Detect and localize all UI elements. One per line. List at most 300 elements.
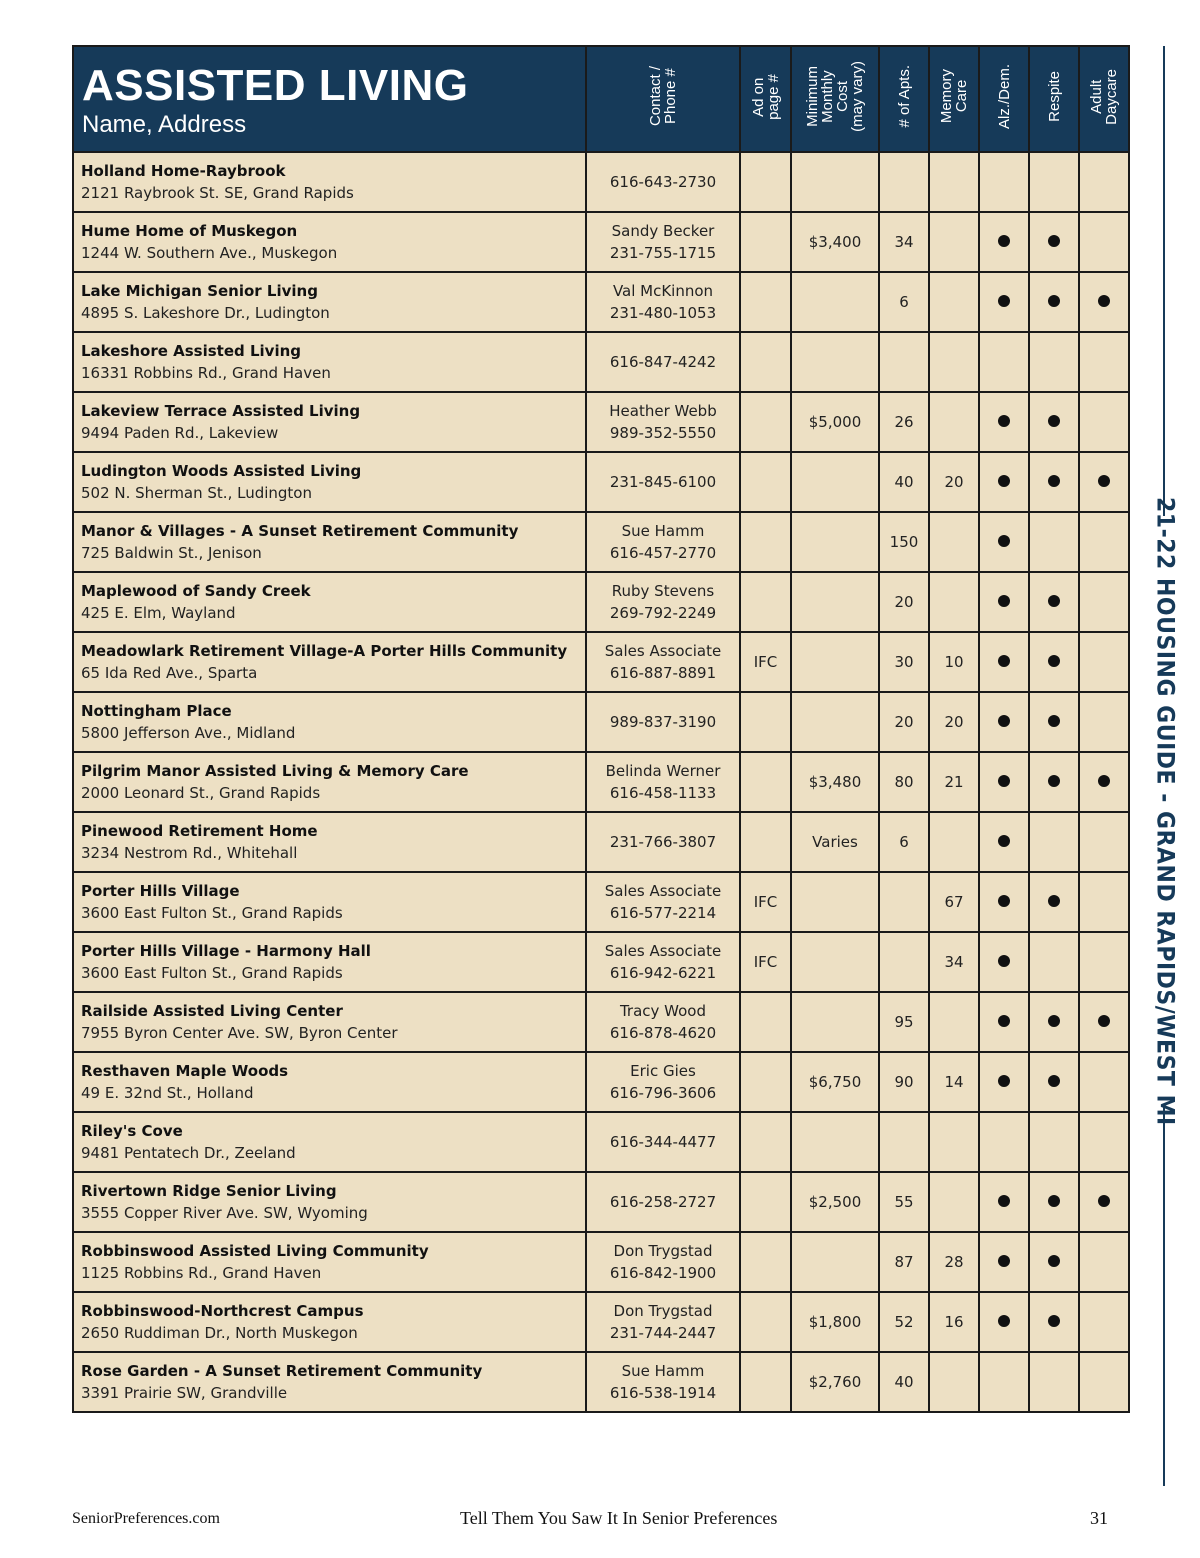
contact-cell (586, 1232, 740, 1292)
contact-name: Sales Associate (604, 882, 722, 900)
service-dot-icon (1048, 415, 1060, 427)
facility-name: Robbinswood Assisted Living Community (81, 1242, 429, 1260)
service-dot-icon (1048, 295, 1060, 307)
contact-cell (586, 512, 740, 572)
monthly-cost-cell (791, 332, 879, 392)
adult-daycare-cell (1079, 692, 1129, 752)
name-address-cell (73, 1112, 586, 1172)
adult-daycare-cell (1079, 1232, 1129, 1292)
column-header-ad-label: Ad on page # (749, 73, 782, 120)
service-dot-icon (998, 1015, 1010, 1027)
contact-phone: 269-792-2249 (609, 604, 717, 622)
table-row (73, 1292, 1129, 1352)
alz-dem-cell (979, 152, 1029, 212)
contact-phone: 231-766-3807 (609, 833, 717, 851)
facility-address: 3600 East Fulton St., Grand Rapids (81, 964, 343, 982)
facility-address: 2650 Ruddiman Dr., North Muskegon (81, 1324, 358, 1342)
alz-dem-cell (979, 992, 1029, 1052)
service-dot-icon (998, 955, 1010, 967)
name-address-cell (73, 1172, 586, 1232)
memory-care-cell (929, 992, 979, 1052)
monthly-cost-cell (791, 1232, 879, 1292)
contact-name: Sue Hamm (621, 1362, 705, 1380)
contact-phone: 616-538-1914 (609, 1384, 717, 1402)
service-dot-icon (998, 535, 1010, 547)
contact-name: Don Trygstad (613, 1302, 713, 1320)
monthly-cost-cell (791, 152, 879, 212)
table-row (73, 932, 1129, 992)
contact-cell (586, 452, 740, 512)
facility-address: 7955 Byron Center Ave. SW, Byron Center (81, 1024, 398, 1042)
table-row (73, 212, 1129, 272)
facility-name: Hume Home of Muskegon (81, 222, 298, 240)
table-row (73, 752, 1129, 812)
contact-cell (586, 752, 740, 812)
memory-care-cell: 20 (929, 452, 979, 512)
apartments-cell: 6 (879, 272, 929, 332)
facility-address: 49 E. 32nd St., Holland (81, 1084, 254, 1102)
respite-cell (1029, 1052, 1079, 1112)
table-row (73, 512, 1129, 572)
contact-name: Val McKinnon (612, 282, 714, 300)
facility-name: Ludington Woods Assisted Living (81, 462, 362, 480)
memory-care-cell: 67 (929, 872, 979, 932)
memory-care-cell (929, 1352, 979, 1412)
table-row (73, 152, 1129, 212)
apartments-cell: 34 (879, 212, 929, 272)
monthly-cost-cell (791, 572, 879, 632)
ad-page-cell (740, 1112, 791, 1172)
ad-page-cell (740, 1172, 791, 1232)
apartments-cell: 90 (879, 1052, 929, 1112)
alz-dem-cell (979, 512, 1029, 572)
contact-phone: 989-352-5550 (609, 424, 717, 442)
respite-cell (1029, 272, 1079, 332)
contact-phone: 989-837-3190 (609, 713, 717, 731)
ad-page-cell (740, 1292, 791, 1352)
facility-address: 725 Baldwin St., Jenison (81, 544, 262, 562)
contact-phone: 231-755-1715 (609, 244, 717, 262)
apartments-cell (879, 332, 929, 392)
facility-name: Lakeview Terrace Assisted Living (81, 402, 361, 420)
column-header-apts (879, 46, 929, 152)
alz-dem-cell (979, 1352, 1029, 1412)
ad-page-cell (740, 572, 791, 632)
contact-cell (586, 332, 740, 392)
memory-care-cell: 20 (929, 692, 979, 752)
column-header-memory-label: Memory Care (938, 69, 970, 124)
contact-cell (586, 1352, 740, 1412)
alz-dem-cell (979, 332, 1029, 392)
service-dot-icon (998, 595, 1010, 607)
contact-phone: 616-643-2730 (609, 173, 717, 191)
facility-address: 4895 S. Lakeshore Dr., Ludington (81, 304, 330, 322)
respite-cell (1029, 1232, 1079, 1292)
memory-care-cell (929, 812, 979, 872)
alz-dem-cell (979, 632, 1029, 692)
facility-name: Lake Michigan Senior Living (81, 282, 318, 300)
respite-cell (1029, 572, 1079, 632)
column-header-cost-label: Minimum Monthly Cost (may vary) (804, 61, 866, 132)
contact-name: Sue Hamm (621, 522, 705, 540)
name-address-cell (73, 212, 586, 272)
ad-page-cell (740, 812, 791, 872)
contact-phone: 616-458-1133 (609, 784, 717, 802)
facility-address: 3234 Nestrom Rd., Whitehall (81, 844, 298, 862)
table-row (73, 992, 1129, 1052)
facility-name: Porter Hills Village - Harmony Hall (81, 942, 371, 960)
contact-name: Belinda Werner (605, 762, 721, 780)
apartments-cell: 30 (879, 632, 929, 692)
monthly-cost-cell (791, 992, 879, 1052)
facility-address: 3555 Copper River Ave. SW, Wyoming (81, 1204, 368, 1222)
table-row (73, 1052, 1129, 1112)
table-row (73, 572, 1129, 632)
service-dot-icon (998, 715, 1010, 727)
column-header-apts-label: # of Apts. (895, 65, 913, 128)
respite-cell (1029, 332, 1079, 392)
contact-cell (586, 212, 740, 272)
column-header-memory (929, 46, 979, 152)
monthly-cost-cell: $2,760 (791, 1352, 879, 1412)
apartments-cell: 150 (879, 512, 929, 572)
housing-guide-label: 21-22 HOUSING GUIDE - GRAND RAPIDS/WEST MI (1150, 496, 1178, 1126)
ad-page-cell (740, 1052, 791, 1112)
facility-name: Rose Garden - A Sunset Retirement Community (81, 1362, 483, 1380)
table-row (73, 392, 1129, 452)
name-address-cell (73, 692, 586, 752)
service-dot-icon (998, 1315, 1010, 1327)
name-address-cell (73, 992, 586, 1052)
respite-cell (1029, 1292, 1079, 1352)
contact-cell (586, 932, 740, 992)
respite-cell (1029, 212, 1079, 272)
service-dot-icon (998, 295, 1010, 307)
respite-cell (1029, 452, 1079, 512)
contact-cell (586, 992, 740, 1052)
respite-cell (1029, 392, 1079, 452)
service-dot-icon (1048, 895, 1060, 907)
name-address-cell (73, 392, 586, 452)
apartments-cell: 52 (879, 1292, 929, 1352)
monthly-cost-cell: Varies (791, 812, 879, 872)
apartments-cell (879, 872, 929, 932)
respite-cell (1029, 1352, 1079, 1412)
contact-phone: 616-887-8891 (609, 664, 717, 682)
ad-page-cell (740, 452, 791, 512)
facility-name: Holland Home-Raybrook (81, 162, 286, 180)
ad-page-cell: IFC (740, 932, 791, 992)
table-row (73, 272, 1129, 332)
alz-dem-cell (979, 452, 1029, 512)
facility-name: Resthaven Maple Woods (81, 1062, 289, 1080)
adult-daycare-cell (1079, 1292, 1129, 1352)
adult-daycare-cell (1079, 632, 1129, 692)
facility-name: Nottingham Place (81, 702, 232, 720)
facility-address: 16331 Robbins Rd., Grand Haven (81, 364, 331, 382)
service-dot-icon (998, 895, 1010, 907)
table-row (73, 632, 1129, 692)
memory-care-cell (929, 572, 979, 632)
service-dot-icon (1098, 775, 1110, 787)
alz-dem-cell (979, 1172, 1029, 1232)
contact-name: Don Trygstad (613, 1242, 713, 1260)
alz-dem-cell (979, 1112, 1029, 1172)
service-dot-icon (1048, 595, 1060, 607)
facility-address: 2000 Leonard St., Grand Rapids (81, 784, 321, 802)
service-dot-icon (1048, 715, 1060, 727)
contact-name: Eric Gies (630, 1062, 696, 1080)
service-dot-icon (1098, 1195, 1110, 1207)
alz-dem-cell (979, 752, 1029, 812)
service-dot-icon (1098, 475, 1110, 487)
apartments-cell: 87 (879, 1232, 929, 1292)
monthly-cost-cell: $3,480 (791, 752, 879, 812)
contact-phone: 616-344-4477 (609, 1133, 717, 1151)
name-address-cell (73, 332, 586, 392)
facility-name: Pinewood Retirement Home (81, 822, 318, 840)
respite-cell (1029, 692, 1079, 752)
adult-daycare-cell (1079, 332, 1129, 392)
alz-dem-cell (979, 272, 1029, 332)
service-dot-icon (998, 655, 1010, 667)
name-address-cell (73, 512, 586, 572)
monthly-cost-cell: $3,400 (791, 212, 879, 272)
respite-cell (1029, 992, 1079, 1052)
contact-cell (586, 632, 740, 692)
contact-cell (586, 692, 740, 752)
apartments-cell: 20 (879, 572, 929, 632)
apartments-cell: 80 (879, 752, 929, 812)
apartments-cell: 95 (879, 992, 929, 1052)
memory-care-cell (929, 212, 979, 272)
service-dot-icon (1048, 1075, 1060, 1087)
column-header-contact-label: Contact / Phone # (647, 66, 679, 127)
contact-name: Ruby Stevens (611, 582, 715, 600)
apartments-cell (879, 932, 929, 992)
adult-daycare-cell (1079, 452, 1129, 512)
contact-name: Sales Associate (604, 642, 722, 660)
monthly-cost-cell (791, 512, 879, 572)
facility-name: Maplewood of Sandy Creek (81, 582, 311, 600)
apartments-cell: 20 (879, 692, 929, 752)
column-header-contact (586, 46, 740, 152)
respite-cell (1029, 152, 1079, 212)
respite-cell (1029, 512, 1079, 572)
memory-care-cell (929, 512, 979, 572)
ad-page-cell (740, 212, 791, 272)
table-body (73, 152, 1129, 1412)
adult-daycare-cell (1079, 272, 1129, 332)
monthly-cost-cell (791, 932, 879, 992)
contact-cell (586, 572, 740, 632)
apartments-cell: 40 (879, 452, 929, 512)
alz-dem-cell (979, 1052, 1029, 1112)
service-dot-icon (1098, 1015, 1110, 1027)
adult-daycare-cell (1079, 752, 1129, 812)
name-address-cell (73, 572, 586, 632)
service-dot-icon (998, 415, 1010, 427)
contact-cell (586, 872, 740, 932)
contact-cell (586, 272, 740, 332)
adult-daycare-cell (1079, 1112, 1129, 1172)
name-address-cell (73, 1052, 586, 1112)
apartments-cell: 6 (879, 812, 929, 872)
name-address-cell (73, 1232, 586, 1292)
table-row (73, 1232, 1129, 1292)
adult-daycare-cell (1079, 872, 1129, 932)
contact-phone: 616-878-4620 (609, 1024, 717, 1042)
adult-daycare-cell (1079, 932, 1129, 992)
assisted-living-table (72, 45, 1130, 1413)
service-dot-icon (998, 775, 1010, 787)
monthly-cost-cell (791, 1112, 879, 1172)
column-header-alz-label: Alz./Dem. (995, 63, 1013, 129)
facility-address: 425 E. Elm, Wayland (81, 604, 236, 622)
memory-care-cell: 34 (929, 932, 979, 992)
adult-daycare-cell (1079, 152, 1129, 212)
column-header-cost (791, 46, 879, 152)
monthly-cost-cell: $6,750 (791, 1052, 879, 1112)
name-address-cell (73, 632, 586, 692)
service-dot-icon (1048, 775, 1060, 787)
column-header-adult-label: Adult Daycare (1088, 68, 1120, 125)
monthly-cost-cell: $2,500 (791, 1172, 879, 1232)
service-dot-icon (1048, 235, 1060, 247)
ad-page-cell (740, 512, 791, 572)
memory-care-cell (929, 152, 979, 212)
service-dot-icon (1048, 1255, 1060, 1267)
facility-address: 502 N. Sherman St., Ludington (81, 484, 312, 502)
adult-daycare-cell (1079, 812, 1129, 872)
alz-dem-cell (979, 932, 1029, 992)
facility-name: Porter Hills Village (81, 882, 240, 900)
contact-cell (586, 152, 740, 212)
adult-daycare-cell (1079, 1172, 1129, 1232)
service-dot-icon (998, 475, 1010, 487)
name-address-cell (73, 272, 586, 332)
contact-phone: 616-258-2727 (609, 1193, 717, 1211)
memory-care-cell: 14 (929, 1052, 979, 1112)
adult-daycare-cell (1079, 992, 1129, 1052)
memory-care-cell (929, 1172, 979, 1232)
name-address-cell (73, 812, 586, 872)
respite-cell (1029, 932, 1079, 992)
name-address-cell (73, 872, 586, 932)
contact-cell (586, 392, 740, 452)
alz-dem-cell (979, 572, 1029, 632)
ad-page-cell (740, 752, 791, 812)
facility-address: 3600 East Fulton St., Grand Rapids (81, 904, 343, 922)
service-dot-icon (1048, 655, 1060, 667)
alz-dem-cell (979, 392, 1029, 452)
contact-phone: 231-744-2447 (609, 1324, 717, 1342)
facility-name: Railside Assisted Living Center (81, 1002, 343, 1020)
memory-care-cell (929, 332, 979, 392)
name-address-cell (73, 932, 586, 992)
table-row (73, 1352, 1129, 1412)
column-header-alz (979, 46, 1029, 152)
facility-name: Rivertown Ridge Senior Living (81, 1182, 337, 1200)
monthly-cost-cell (791, 692, 879, 752)
service-dot-icon (998, 1255, 1010, 1267)
adult-daycare-cell (1079, 392, 1129, 452)
contact-phone: 616-847-4242 (609, 353, 717, 371)
ad-page-cell (740, 1352, 791, 1412)
alz-dem-cell (979, 812, 1029, 872)
facility-address: 9481 Pentatech Dr., Zeeland (81, 1144, 296, 1162)
respite-cell (1029, 1172, 1079, 1232)
facility-name: Robbinswood-Northcrest Campus (81, 1302, 364, 1320)
respite-cell (1029, 872, 1079, 932)
respite-cell (1029, 1112, 1079, 1172)
contact-phone: 231-845-6100 (609, 473, 717, 491)
monthly-cost-cell: $1,800 (791, 1292, 879, 1352)
service-dot-icon (1048, 1195, 1060, 1207)
page-number: 31 (1090, 1508, 1108, 1528)
table-row (73, 1112, 1129, 1172)
adult-daycare-cell (1079, 1352, 1129, 1412)
column-header-ad (740, 46, 791, 152)
facility-address: 9494 Paden Rd., Lakeview (81, 424, 279, 442)
adult-daycare-cell (1079, 572, 1129, 632)
contact-name: Sandy Becker (611, 222, 715, 240)
ad-page-cell: IFC (740, 872, 791, 932)
name-address-cell (73, 452, 586, 512)
section-title-cell (73, 46, 586, 152)
ad-page-cell (740, 332, 791, 392)
table-row (73, 812, 1129, 872)
table-row (73, 452, 1129, 512)
side-text-wrap (1141, 496, 1187, 1126)
ad-page-cell (740, 692, 791, 752)
column-header-adult (1079, 46, 1129, 152)
contact-phone: 616-796-3606 (609, 1084, 717, 1102)
ad-page-cell: IFC (740, 632, 791, 692)
memory-care-cell (929, 392, 979, 452)
contact-phone: 231-480-1053 (609, 304, 717, 322)
facility-address: 1125 Robbins Rd., Grand Haven (81, 1264, 322, 1282)
service-dot-icon (998, 835, 1010, 847)
contact-phone: 616-457-2770 (609, 544, 717, 562)
facility-name: Riley's Cove (81, 1122, 183, 1140)
alz-dem-cell (979, 1232, 1029, 1292)
respite-cell (1029, 752, 1079, 812)
facility-address: 65 Ida Red Ave., Sparta (81, 664, 258, 682)
header-row (73, 46, 1129, 152)
facility-address: 1244 W. Southern Ave., Muskegon (81, 244, 338, 262)
adult-daycare-cell (1079, 1052, 1129, 1112)
section-subtitle: Name, Address (82, 111, 247, 138)
adult-daycare-cell (1079, 212, 1129, 272)
facility-name: Pilgrim Manor Assisted Living & Memory Care (81, 762, 469, 780)
column-header-respite (1029, 46, 1079, 152)
respite-cell (1029, 632, 1079, 692)
apartments-cell (879, 1112, 929, 1172)
table-row (73, 1172, 1129, 1232)
ad-page-cell (740, 152, 791, 212)
monthly-cost-cell: $5,000 (791, 392, 879, 452)
apartments-cell (879, 152, 929, 212)
adult-daycare-cell (1079, 512, 1129, 572)
ad-page-cell (740, 1232, 791, 1292)
monthly-cost-cell (791, 872, 879, 932)
contact-name: Sales Associate (604, 942, 722, 960)
apartments-cell: 55 (879, 1172, 929, 1232)
contact-phone: 616-842-1900 (609, 1264, 717, 1282)
service-dot-icon (1048, 475, 1060, 487)
name-address-cell (73, 1292, 586, 1352)
